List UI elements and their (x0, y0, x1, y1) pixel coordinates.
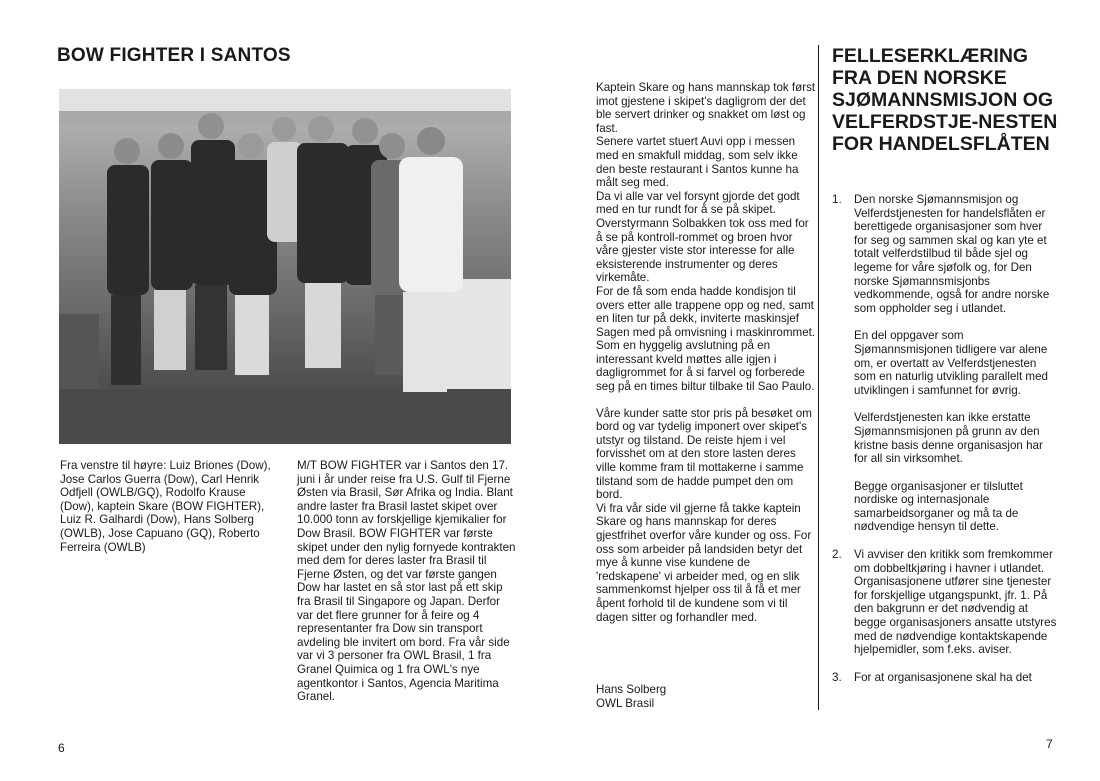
paragraph: Begge organisasjoner er tilsluttet nordiske og internasjonale samarbeidsorganer og må ta de nødvendige hensyn til dette. (854, 479, 1023, 534)
list-item (832, 671, 1058, 685)
declaration-title: FELLESERKLÆRING FRA DEN NORSKE SJØMANNSMISJON OG VELFERDSTJE-NESTEN FOR HANDELSFLÅTEN (832, 45, 1058, 155)
paragraph: Organisasjonene utfører sine tjenester for forskjellige utgangspunkt, jfr. 1. På den bakgrunn er det nødvendig at begge organisasjoners ansatte utstyres med de nødvendige kontaktskapende hjelpemidler, som f.eks. aviser. (854, 575, 1057, 657)
page-number-right: 7 (1046, 737, 1053, 751)
list-item-number: 3. (832, 670, 842, 684)
column-divider (818, 45, 819, 710)
group-photo (59, 89, 511, 444)
paragraph: Våre kunder satte stor pris på besøket om bord og var tydelig imponert over skipet's utstyr og tilstand. De reiste hjem i vel forvisshet om at den store lasten deres ville komme fram til mottakerne i samme tilstand som de hadde pumpet den om bord. (596, 406, 812, 502)
paragraph: For de få som enda hadde kondisjon til overs etter alle trappene opp og ned, samt en liten tur på dekk, inviterte maskinsjef Sagen med på omvisning i maskinrommet. (596, 284, 816, 339)
paragraph: Som en hyggelig avslutning på en interessant kveld møttes alle igjen i dagligrommet for å si farvel og forberede seg på en times biltur tilbake til Sao Paulo. (596, 339, 815, 394)
article-title: BOW FIGHTER I SANTOS (57, 45, 291, 66)
list-item-number: 2. (832, 548, 842, 562)
photo-caption: Fra venstre til høyre: Luiz Briones (Dow), Jose Carlos Guerra (Dow), Carl Henrik Odfjell (OWLB/GQ), Rodolfo Krause (Dow), kaptein Skare (BOW FIGHTER), Luiz R. Galhardi (Dow), Hans Solberg (OWLB), Jose Capuano (GQ), Roberto Ferreira (OWLB) (60, 459, 271, 554)
list-item (832, 193, 1058, 534)
list-item (832, 548, 1058, 657)
paragraph: Vi avviser den kritikk som fremkommer om dobbeltkjøring i havner i utlandet. (854, 548, 1053, 575)
declaration-list (832, 193, 1058, 698)
paragraph: En del oppgaver som Sjømannsmisjonen tidligere var alene om, er overtatt av Velferdstjenesten som en naturlig utvikling parallelt med utviklingen i samfunnet for øvrig. (854, 329, 1048, 397)
paragraph: Senere vartet stuert Auvi opp i messen med en smakfull middag, som selv ikke den beste restaurant i Santos kunne ha målt seg med. (596, 135, 799, 190)
group-photo-illustration (59, 89, 511, 444)
paragraph: For at organisasjonene skal ha det (854, 670, 1032, 684)
list-item-number: 1. (832, 193, 842, 206)
signature (596, 683, 796, 710)
signature-org: OWL Brasil (596, 696, 655, 710)
paragraph: Velferdstjenesten kan ikke erstatte Sjømannsmisjonen på grunn av den kristne basis denne organisasjon har for all sin virksomhet. (854, 411, 1043, 466)
paragraph: Kaptein Skare og hans mannskap tok først imot gjestene i skipet's dagligrom der det ble servert drinker og snakket om løst og fast. (596, 81, 816, 135)
signature-name: Hans Solberg (596, 683, 667, 696)
paragraph: Vi fra vår side vil gjerne få takke kaptein Skare og hans mannskap for deres gjestfrihet overfor våre kunder og oss. For oss som arbeider på landsiden betyr det mye å kunne vise kundene de 'redskapene' vi arbeider med, og en slik sammenkomst hjelper oss til å få et mer åpent forhold til de kundene som vi til dagen sitter og forhandler med. (596, 501, 812, 624)
paragraph: Da vi alle var vel forsynt gjorde det godt med en tur rundt for å se på skipet. Overstyrmann Solbakken tok oss med for å se på kontroll-rommet og broen hvor våre gjester viste stor interesse for alle eksisterende instrumenter og deres virkemåte. (596, 189, 809, 285)
article-column-left: M/T BOW FIGHTER var i Santos den 17. juni i år under reise fra U.S. Gulf til Fjerne Østen via Brasil, Sør Afrika og India. Blant andre laster fra Brasil lastet skipet over 10.000 tonn av forskjellige kjemikalier for Dow Brasil. BOW FIGHTER var første skipet under den nylig fornyede kontrakten med dem for deres laster fra Brasil til Fjerne Østen, og det var første gangen Dow har lastet en så stor last på ett skip fra Brasil til Singapore og Japan. Derfor var det flere grunner for å feire og 4 representanter fra Dow sin transport avdeling ble invitert om bord. Fra vår side var vi 3 personer fra OWL Brasil, 1 fra Granel Quimica og 1 fra OWL's nye agentkontor i Santos, Agencia Maritima Granel. (297, 459, 516, 704)
paragraph: Den norske Sjømannsmisjon og Velferdstjenesten for handelsflåten er berettigede organisasjoner som hver for seg og sammen skal og kan yte et totalt velferdstilbud til både sjel og legeme for våre sjøfolk og, for Den norske Sjømannsmisjonbs vedkommende, også for andre norske som oppholder seg i utlandet. (854, 193, 1050, 315)
page-number-left: 6 (58, 741, 65, 755)
article-column-middle (596, 81, 816, 624)
